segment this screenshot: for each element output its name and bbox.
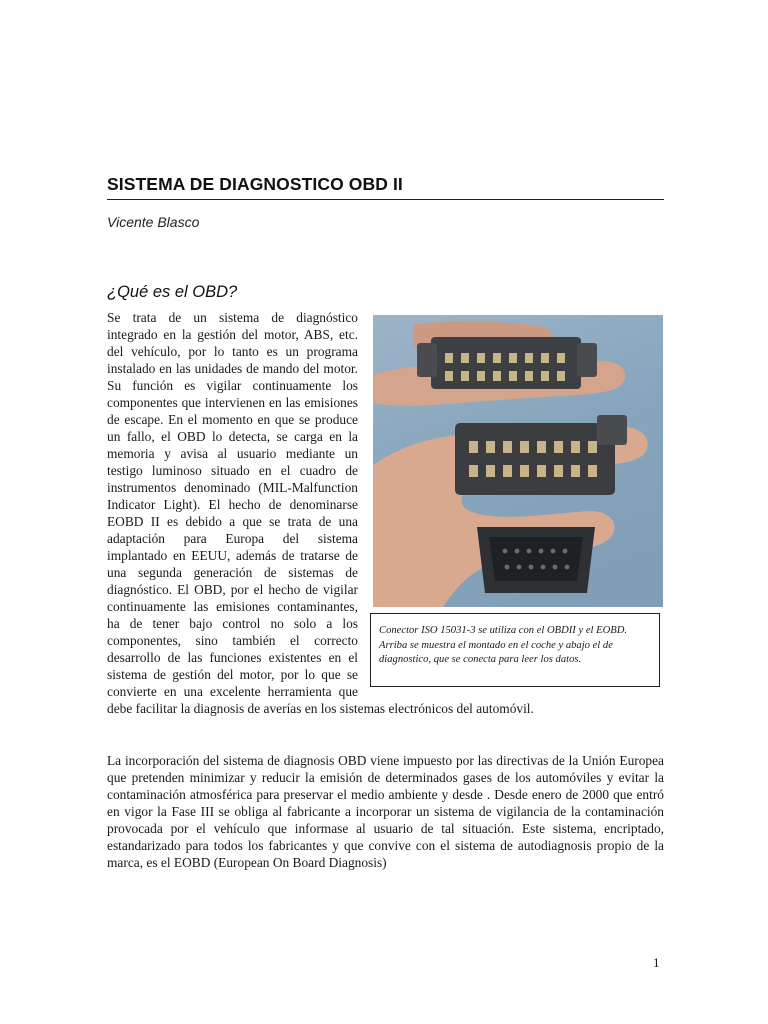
obd-connectors-illustration: [373, 315, 663, 607]
obd-connectors-photo: [373, 315, 663, 607]
figure-caption: Conector ISO 15031-3 se utiliza con el OBDII y el EOBD. Arriba se muestra el montado en el coche y abajo el de diagnostico, que se conecta para leer los datos.: [370, 613, 660, 687]
paragraph-1-text: Se trata de un sistema de diagnóstico integrado en la gestión del motor, ABS, etc. del vehículo, por lo tanto es un programa instalado en las unidades de mando del motor. Su función es vigilar continuamente los componentes que intervienen en las emisiones de escape. En el momento en que se produce un fallo, el OBD lo detecta, se carga en la memoria y avisa al usuario mediante un testigo luminoso situado en el cuadro de instrumentos denominado (MIL-Malfunction Indicator Light). El hecho de denominarse EOBD II es debido a que se trata de una adaptación para Europa del sistema implantado en EEUU, además de tratarse de una segunda generación de sistemas de diagnóstico. El OBD, por el hecho de vigilar continuamente las emisiones contaminantes, ha de tener bajo control no solo a los componentes, sino también el correcto desarrollo de las funciones existentes en el sistema de gestión del motor, por lo que se convierte en una excelente herramienta que debe facilitar la diagnosis de averías en los sistemas electrónicos del automóvil.: [107, 310, 534, 716]
document-title: SISTEMA DE DIAGNOSTICO OBD II: [107, 174, 664, 200]
author-name: Vicente Blasco: [107, 214, 200, 230]
section-heading: ¿Qué es el OBD?: [107, 283, 238, 301]
paragraph-2-text: La incorporación del sistema de diagnosis OBD viene impuesto por las directivas de la Unión Europea que pretenden minimizar y reducir la emisión de determinados gases de los automóviles y evitar la contaminación atmosférica para preservar el medio ambiente y desde . Desde enero de 2000 que entró en vigor la Fase III se obliga al fabricante a incorporar un sistema de vigilancia de la contaminación provocada por el vehículo que informase al usuario de tal situación. Este sistema, encriptado, estandarizado para todos los fabricantes y que convive con el sistema de autodiagnosis propio de la marca, es el EOBD (European On Board Diagnosis): [107, 753, 664, 870]
page-number: 1: [653, 955, 660, 970]
